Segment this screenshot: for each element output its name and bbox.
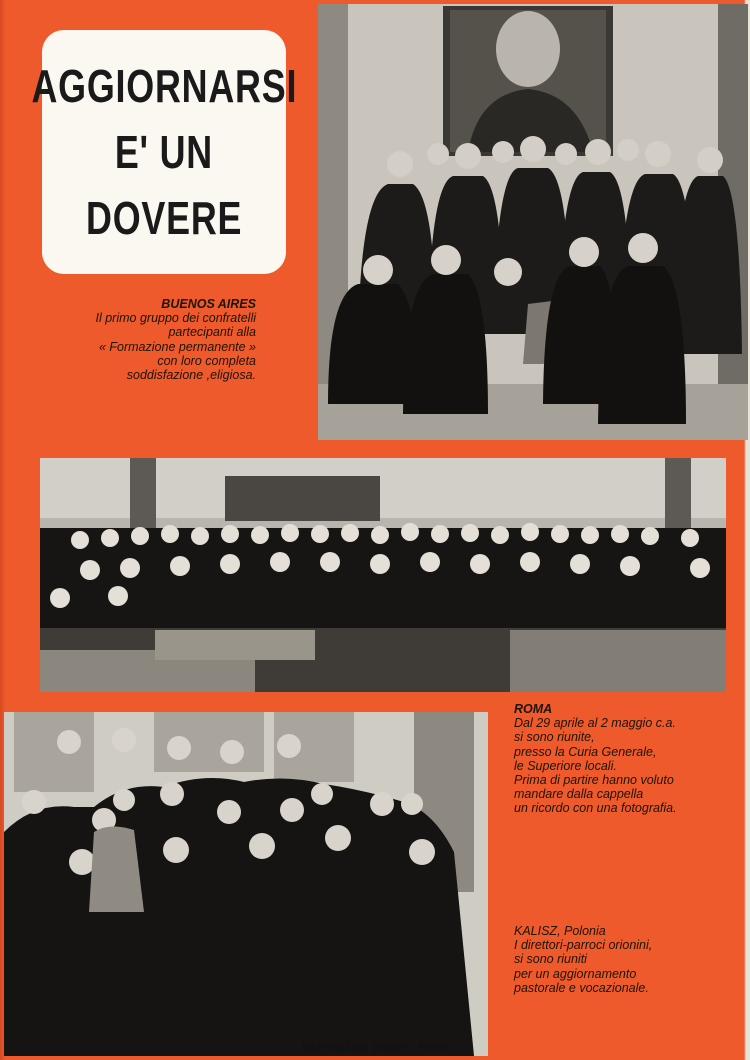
- caption-line: si sono riunite,: [514, 730, 595, 745]
- caption-line: mandare dalla cappella: [514, 787, 644, 802]
- caption-line: si sono riuniti: [514, 952, 587, 967]
- title-box: [31, 30, 297, 274]
- caption-kalisz: [514, 924, 652, 995]
- photo-roma-sisters: [40, 458, 726, 692]
- caption-line: soddisfazione ,eligiosa.: [126, 368, 256, 383]
- caption-line: un ricordo con una fotografia.: [514, 801, 677, 816]
- photo-kalisz-group: [4, 712, 488, 1056]
- caption-line: presso la Curia Generale,: [514, 744, 657, 759]
- photo-buenos-aires-group: [318, 4, 748, 440]
- title-line-1: AGGIORNARSI: [31, 60, 297, 112]
- caption-heading: ROMA: [514, 702, 553, 716]
- caption-buenos-aires: [96, 297, 257, 382]
- caption-line: « Formazione permanente »: [98, 339, 256, 354]
- caption-line: Dal 29 aprile al 2 maggio c.a.: [514, 716, 676, 731]
- caption-line: le Superiore locali.: [514, 758, 617, 773]
- caption-heading: KALISZ, Polonia: [514, 924, 606, 938]
- caption-line: I direttori-parroci orionini,: [514, 938, 653, 953]
- title-line-2: E' UN: [114, 126, 214, 178]
- caption-line: Prima di partire hanno voluto: [514, 773, 674, 788]
- caption-roma: [514, 702, 677, 816]
- title-line-3: DOVERE: [85, 192, 243, 244]
- caption-line: partecipanti alla: [168, 325, 256, 340]
- caption-line: pastorale e vocazionale.: [514, 980, 649, 995]
- archive-credit: Archivio Don Orione - Roma: [300, 1040, 451, 1054]
- caption-heading: BUENOS AIRES: [161, 297, 256, 311]
- caption-line: per un aggiornamento: [514, 966, 637, 981]
- caption-line: con loro completa: [157, 353, 256, 368]
- caption-line: Il primo gruppo dei confratelli: [95, 311, 256, 326]
